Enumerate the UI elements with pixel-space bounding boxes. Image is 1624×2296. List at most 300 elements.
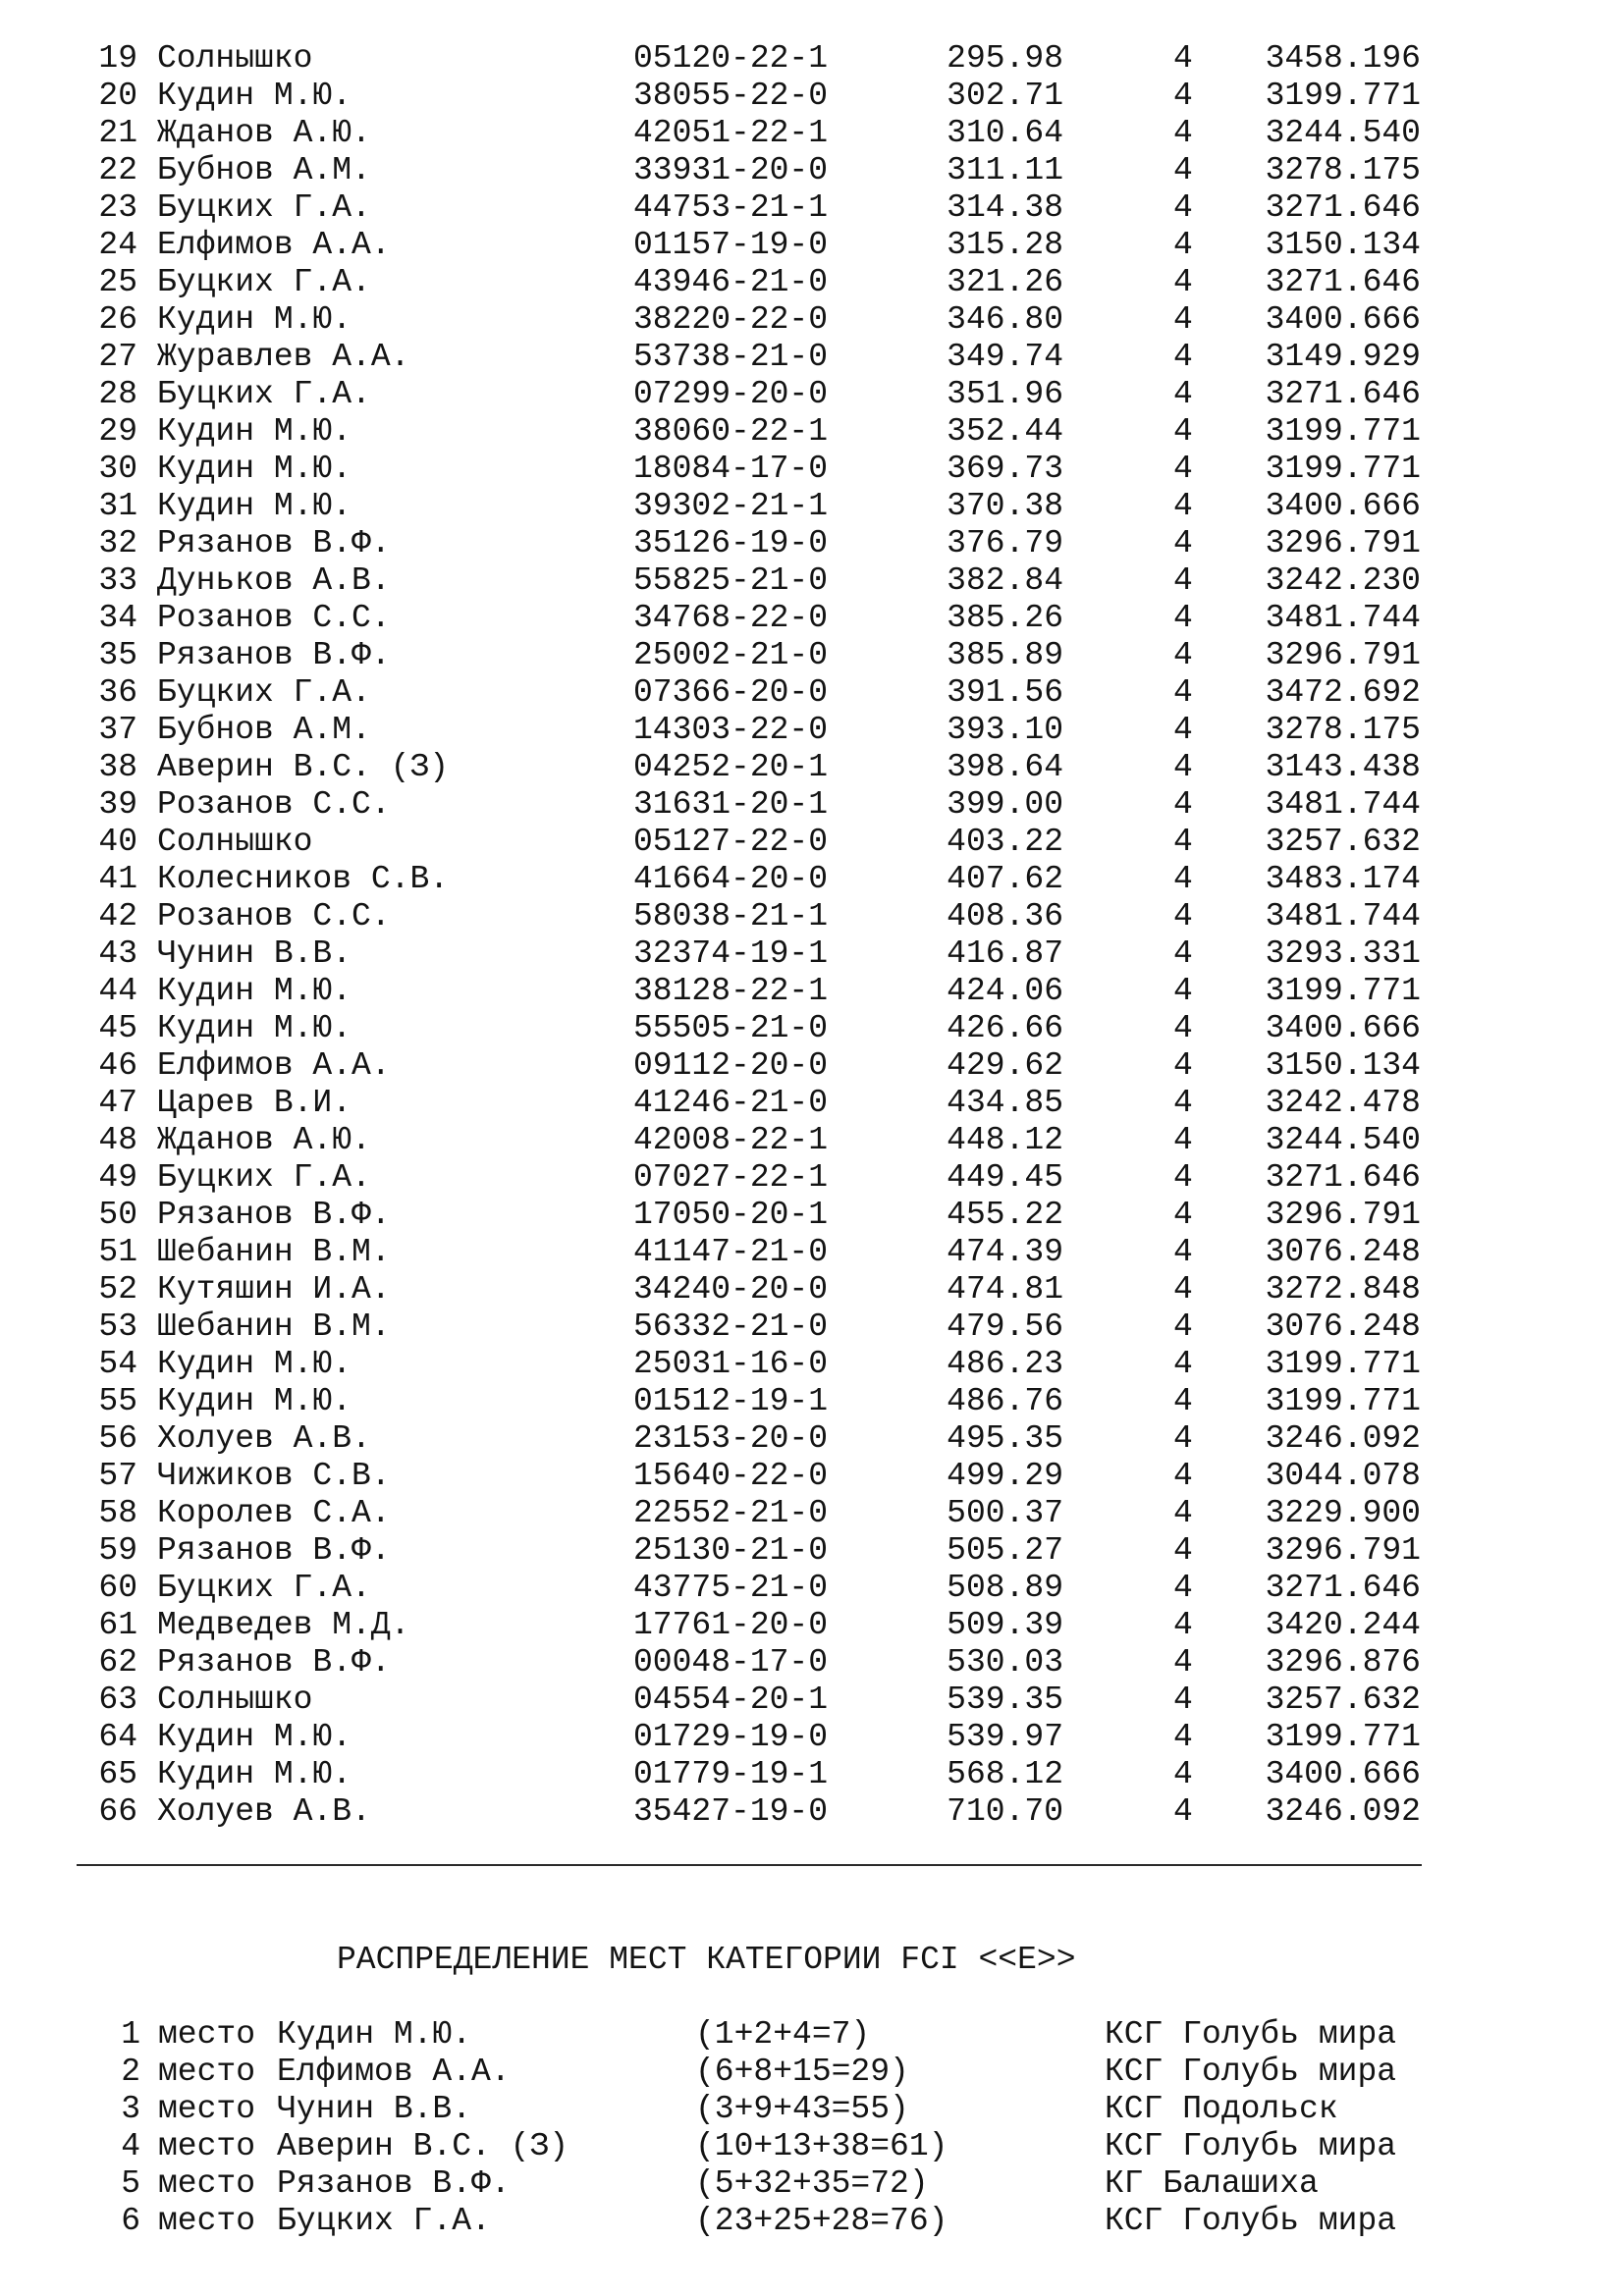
fancier-name: Журавлев А.А.: [157, 339, 410, 375]
fancier-name: Буцких Г.А.: [157, 1570, 371, 1606]
result-value: 499.29: [947, 1458, 1063, 1494]
total-value: 3244.540: [1265, 1122, 1421, 1158]
result-value: 505.27: [947, 1532, 1063, 1569]
placement-number: 2: [121, 2054, 140, 2090]
total-value: 3199.771: [1265, 78, 1421, 114]
result-value: 455.22: [947, 1197, 1063, 1233]
result-value: 302.71: [947, 78, 1063, 114]
fancier-name: Буцких Г.А.: [157, 189, 371, 226]
placement-formula: (5+32+35=72): [695, 2165, 929, 2202]
count-value: 4: [1173, 861, 1193, 897]
total-value: 3296.791: [1265, 1197, 1421, 1233]
total-value: 3296.791: [1265, 525, 1421, 561]
ring-number: 07366-20-0: [633, 674, 829, 711]
ring-number: 09112-20-0: [633, 1047, 829, 1084]
result-value: 429.62: [947, 1047, 1063, 1084]
table-row: [0, 525, 1624, 562]
total-value: 3149.929: [1265, 339, 1421, 375]
placement-number: 6: [121, 2203, 140, 2239]
horizontal-divider: [77, 1864, 1422, 1866]
placement-club: КСГ Подольск: [1105, 2091, 1338, 2127]
total-value: 3458.196: [1265, 40, 1421, 77]
table-row: [0, 1532, 1624, 1570]
place-number: 23: [98, 189, 137, 226]
count-value: 4: [1173, 1234, 1193, 1270]
total-value: 3044.078: [1265, 1458, 1421, 1494]
table-row: [0, 264, 1624, 301]
fancier-name: Холуев А.В.: [157, 1793, 371, 1830]
table-row: [0, 600, 1624, 637]
place-number: 59: [98, 1532, 137, 1569]
total-value: 3150.134: [1265, 1047, 1421, 1084]
list-item: [0, 2054, 1624, 2091]
result-value: 495.35: [947, 1420, 1063, 1457]
total-value: 3199.771: [1265, 1719, 1421, 1755]
count-value: 4: [1173, 78, 1193, 114]
count-value: 4: [1173, 824, 1193, 860]
ring-number: 42008-22-1: [633, 1122, 829, 1158]
result-value: 310.64: [947, 115, 1063, 151]
fancier-name: Холуев А.В.: [157, 1420, 371, 1457]
placements-list: [0, 2016, 1624, 2240]
total-value: 3199.771: [1265, 413, 1421, 450]
table-row: [0, 1644, 1624, 1682]
table-row: [0, 712, 1624, 749]
placement-formula: (23+25+28=76): [695, 2203, 948, 2239]
result-value: 295.98: [947, 40, 1063, 77]
results-table: [0, 40, 1624, 1831]
table-row: [0, 152, 1624, 189]
table-row: [0, 301, 1624, 339]
result-value: 382.84: [947, 562, 1063, 599]
ring-number: 56332-21-0: [633, 1308, 829, 1345]
table-row: [0, 1793, 1624, 1831]
total-value: 3246.092: [1265, 1420, 1421, 1457]
fancier-name: Буцких Г.А.: [157, 1159, 371, 1196]
total-value: 3481.744: [1265, 898, 1421, 934]
place-number: 41: [98, 861, 137, 897]
fancier-name: Солнышко: [157, 40, 313, 77]
fancier-name: Жданов А.Ю.: [157, 1122, 371, 1158]
count-value: 4: [1173, 1010, 1193, 1046]
result-value: 530.03: [947, 1644, 1063, 1681]
table-row: [0, 1122, 1624, 1159]
placement-label: место: [158, 2203, 256, 2239]
ring-number: 53738-21-0: [633, 339, 829, 375]
place-number: 54: [98, 1346, 137, 1382]
placement-club: КСГ Голубь мира: [1105, 2203, 1397, 2239]
place-number: 27: [98, 339, 137, 375]
total-value: 3246.092: [1265, 1793, 1421, 1830]
placement-number: 1: [121, 2016, 140, 2053]
place-number: 37: [98, 712, 137, 748]
ring-number: 01512-19-1: [633, 1383, 829, 1419]
result-value: 424.06: [947, 973, 1063, 1009]
place-number: 49: [98, 1159, 137, 1196]
place-number: 53: [98, 1308, 137, 1345]
total-value: 3296.791: [1265, 1532, 1421, 1569]
ring-number: 41147-21-0: [633, 1234, 829, 1270]
ring-number: 32374-19-1: [633, 935, 829, 972]
count-value: 4: [1173, 152, 1193, 188]
list-item: [0, 2203, 1624, 2240]
count-value: 4: [1173, 1570, 1193, 1606]
total-value: 3296.791: [1265, 637, 1421, 673]
count-value: 4: [1173, 227, 1193, 263]
table-row: [0, 451, 1624, 488]
fancier-name: Царев В.И.: [157, 1085, 352, 1121]
result-value: 315.28: [947, 227, 1063, 263]
ring-number: 01779-19-1: [633, 1756, 829, 1792]
count-value: 4: [1173, 786, 1193, 823]
place-number: 44: [98, 973, 137, 1009]
table-row: [0, 674, 1624, 712]
result-value: 407.62: [947, 861, 1063, 897]
table-row: [0, 227, 1624, 264]
place-number: 26: [98, 301, 137, 338]
place-number: 40: [98, 824, 137, 860]
table-row: [0, 1271, 1624, 1308]
fancier-name: Дуньков А.В.: [157, 562, 391, 599]
placement-fancier-name: Кудин М.Ю.: [277, 2016, 472, 2053]
fancier-name: Колесников С.В.: [157, 861, 450, 897]
count-value: 4: [1173, 40, 1193, 77]
place-number: 20: [98, 78, 137, 114]
table-row: [0, 1570, 1624, 1607]
result-value: 508.89: [947, 1570, 1063, 1606]
table-row: [0, 78, 1624, 115]
table-row: [0, 115, 1624, 152]
count-value: 4: [1173, 935, 1193, 972]
total-value: 3400.666: [1265, 1010, 1421, 1046]
fancier-name: Розанов С.С.: [157, 898, 391, 934]
total-value: 3296.876: [1265, 1644, 1421, 1681]
count-value: 4: [1173, 1607, 1193, 1643]
list-item: [0, 2016, 1624, 2054]
place-number: 61: [98, 1607, 137, 1643]
count-value: 4: [1173, 712, 1193, 748]
placement-number: 3: [121, 2091, 140, 2127]
place-number: 47: [98, 1085, 137, 1121]
fancier-name: Рязанов В.Ф.: [157, 1197, 391, 1233]
result-value: 403.22: [947, 824, 1063, 860]
table-row: [0, 861, 1624, 898]
fancier-name: Розанов С.С.: [157, 600, 391, 636]
fancier-name: Кудин М.Ю.: [157, 1346, 352, 1382]
count-value: 4: [1173, 973, 1193, 1009]
count-value: 4: [1173, 637, 1193, 673]
result-value: 399.00: [947, 786, 1063, 823]
place-number: 56: [98, 1420, 137, 1457]
fancier-name: Чунин В.В.: [157, 935, 352, 972]
total-value: 3483.174: [1265, 861, 1421, 897]
table-row: [0, 1719, 1624, 1756]
total-value: 3271.646: [1265, 376, 1421, 412]
result-value: 539.35: [947, 1682, 1063, 1718]
ring-number: 15640-22-0: [633, 1458, 829, 1494]
ring-number: 55505-21-0: [633, 1010, 829, 1046]
fancier-name: Буцких Г.А.: [157, 674, 371, 711]
fancier-name: Кудин М.Ю.: [157, 1383, 352, 1419]
distribution-title: РАСПРЕДЕЛЕНИЕ МЕСТ КАТЕГОРИИ FCI <<E>>: [337, 1942, 1076, 1978]
count-value: 4: [1173, 1420, 1193, 1457]
count-value: 4: [1173, 1682, 1193, 1718]
result-value: 500.37: [947, 1495, 1063, 1531]
place-number: 43: [98, 935, 137, 972]
fancier-name: Кудин М.Ю.: [157, 301, 352, 338]
count-value: 4: [1173, 1458, 1193, 1494]
place-number: 36: [98, 674, 137, 711]
result-value: 349.74: [947, 339, 1063, 375]
total-value: 3400.666: [1265, 1756, 1421, 1792]
place-number: 22: [98, 152, 137, 188]
ring-number: 31631-20-1: [633, 786, 829, 823]
placement-label: место: [158, 2091, 256, 2127]
result-value: 385.26: [947, 600, 1063, 636]
table-row: [0, 824, 1624, 861]
count-value: 4: [1173, 264, 1193, 300]
placement-label: место: [158, 2054, 256, 2090]
count-value: 4: [1173, 1383, 1193, 1419]
total-value: 3420.244: [1265, 1607, 1421, 1643]
count-value: 4: [1173, 301, 1193, 338]
ring-number: 38128-22-1: [633, 973, 829, 1009]
ring-number: 14303-22-0: [633, 712, 829, 748]
place-number: 60: [98, 1570, 137, 1606]
place-number: 48: [98, 1122, 137, 1158]
total-value: 3150.134: [1265, 227, 1421, 263]
place-number: 65: [98, 1756, 137, 1792]
place-number: 58: [98, 1495, 137, 1531]
total-value: 3199.771: [1265, 451, 1421, 487]
total-value: 3272.848: [1265, 1271, 1421, 1308]
place-number: 30: [98, 451, 137, 487]
ring-number: 38220-22-0: [633, 301, 829, 338]
table-row: [0, 339, 1624, 376]
result-value: 449.45: [947, 1159, 1063, 1196]
total-value: 3076.248: [1265, 1234, 1421, 1270]
place-number: 25: [98, 264, 137, 300]
result-value: 426.66: [947, 1010, 1063, 1046]
total-value: 3472.692: [1265, 674, 1421, 711]
fancier-name: Шебанин В.М.: [157, 1234, 391, 1270]
placement-formula: (6+8+15=29): [695, 2054, 909, 2090]
table-row: [0, 1607, 1624, 1644]
count-value: 4: [1173, 749, 1193, 785]
count-value: 4: [1173, 376, 1193, 412]
table-row: [0, 376, 1624, 413]
count-value: 4: [1173, 1346, 1193, 1382]
placement-number: 4: [121, 2128, 140, 2164]
place-number: 28: [98, 376, 137, 412]
total-value: 3199.771: [1265, 1346, 1421, 1382]
table-row: [0, 413, 1624, 451]
result-value: 448.12: [947, 1122, 1063, 1158]
ring-number: 17761-20-0: [633, 1607, 829, 1643]
table-row: [0, 1308, 1624, 1346]
result-value: 474.81: [947, 1271, 1063, 1308]
list-item: [0, 2165, 1624, 2203]
total-value: 3271.646: [1265, 1570, 1421, 1606]
place-number: 55: [98, 1383, 137, 1419]
ring-number: 42051-22-1: [633, 115, 829, 151]
fancier-name: Кудин М.Ю.: [157, 78, 352, 114]
ring-number: 39302-21-1: [633, 488, 829, 524]
ring-number: 23153-20-0: [633, 1420, 829, 1457]
ring-number: 25130-21-0: [633, 1532, 829, 1569]
ring-number: 34240-20-0: [633, 1271, 829, 1308]
count-value: 4: [1173, 562, 1193, 599]
ring-number: 41664-20-0: [633, 861, 829, 897]
count-value: 4: [1173, 451, 1193, 487]
total-value: 3400.666: [1265, 301, 1421, 338]
fancier-name: Рязанов В.Ф.: [157, 637, 391, 673]
fancier-name: Рязанов В.Ф.: [157, 525, 391, 561]
total-value: 3271.646: [1265, 264, 1421, 300]
place-number: 46: [98, 1047, 137, 1084]
result-value: 311.11: [947, 152, 1063, 188]
result-value: 398.64: [947, 749, 1063, 785]
table-row: [0, 1495, 1624, 1532]
placement-club: КГ Балашиха: [1105, 2165, 1319, 2202]
total-value: 3242.230: [1265, 562, 1421, 599]
result-value: 321.26: [947, 264, 1063, 300]
total-value: 3257.632: [1265, 1682, 1421, 1718]
fancier-name: Кутяшин И.А.: [157, 1271, 391, 1308]
count-value: 4: [1173, 189, 1193, 226]
place-number: 33: [98, 562, 137, 599]
fancier-name: Бубнов А.М.: [157, 712, 371, 748]
total-value: 3199.771: [1265, 973, 1421, 1009]
count-value: 4: [1173, 1085, 1193, 1121]
table-row: [0, 1346, 1624, 1383]
ring-number: 22552-21-0: [633, 1495, 829, 1531]
ring-number: 17050-20-1: [633, 1197, 829, 1233]
count-value: 4: [1173, 339, 1193, 375]
count-value: 4: [1173, 413, 1193, 450]
fancier-name: Буцких Г.А.: [157, 376, 371, 412]
place-number: 31: [98, 488, 137, 524]
count-value: 4: [1173, 1719, 1193, 1755]
result-value: 509.39: [947, 1607, 1063, 1643]
fancier-name: Кудин М.Ю.: [157, 488, 352, 524]
ring-number: 00048-17-0: [633, 1644, 829, 1681]
count-value: 4: [1173, 1197, 1193, 1233]
place-number: 21: [98, 115, 137, 151]
fancier-name: Медведев М.Д.: [157, 1607, 410, 1643]
table-row: [0, 562, 1624, 600]
fancier-name: Елфимов А.А.: [157, 227, 391, 263]
ring-number: 43775-21-0: [633, 1570, 829, 1606]
ring-number: 25002-21-0: [633, 637, 829, 673]
ring-number: 55825-21-0: [633, 562, 829, 599]
result-value: 416.87: [947, 935, 1063, 972]
placement-fancier-name: Елфимов А.А.: [277, 2054, 511, 2090]
result-value: 352.44: [947, 413, 1063, 450]
table-row: [0, 786, 1624, 824]
fancier-name: Солнышко: [157, 1682, 313, 1718]
total-value: 3278.175: [1265, 712, 1421, 748]
table-row: [0, 1234, 1624, 1271]
placement-formula: (3+9+43=55): [695, 2091, 909, 2127]
total-value: 3271.646: [1265, 189, 1421, 226]
total-value: 3244.540: [1265, 115, 1421, 151]
count-value: 4: [1173, 674, 1193, 711]
result-value: 391.56: [947, 674, 1063, 711]
total-value: 3271.646: [1265, 1159, 1421, 1196]
count-value: 4: [1173, 1308, 1193, 1345]
total-value: 3199.771: [1265, 1383, 1421, 1419]
place-number: 19: [98, 40, 137, 77]
place-number: 38: [98, 749, 137, 785]
ring-number: 01729-19-0: [633, 1719, 829, 1755]
placement-club: КСГ Голубь мира: [1105, 2016, 1397, 2053]
count-value: 4: [1173, 1495, 1193, 1531]
placement-label: место: [158, 2016, 256, 2053]
ring-number: 43946-21-0: [633, 264, 829, 300]
fancier-name: Кудин М.Ю.: [157, 413, 352, 450]
place-number: 52: [98, 1271, 137, 1308]
list-item: [0, 2128, 1624, 2165]
place-number: 66: [98, 1793, 137, 1830]
table-row: [0, 1159, 1624, 1197]
table-row: [0, 1458, 1624, 1495]
count-value: 4: [1173, 1532, 1193, 1569]
ring-number: 35427-19-0: [633, 1793, 829, 1830]
count-value: 4: [1173, 898, 1193, 934]
count-value: 4: [1173, 1271, 1193, 1308]
fancier-name: Розанов С.С.: [157, 786, 391, 823]
total-value: 3293.331: [1265, 935, 1421, 972]
ring-number: 07027-22-1: [633, 1159, 829, 1196]
table-row: [0, 637, 1624, 674]
fancier-name: Кудин М.Ю.: [157, 1756, 352, 1792]
result-value: 314.38: [947, 189, 1063, 226]
result-value: 486.76: [947, 1383, 1063, 1419]
ring-number: 05120-22-1: [633, 40, 829, 77]
table-row: [0, 935, 1624, 973]
count-value: 4: [1173, 488, 1193, 524]
result-value: 351.96: [947, 376, 1063, 412]
table-row: [0, 40, 1624, 78]
result-value: 474.39: [947, 1234, 1063, 1270]
result-value: 370.38: [947, 488, 1063, 524]
place-number: 63: [98, 1682, 137, 1718]
result-value: 568.12: [947, 1756, 1063, 1792]
placement-fancier-name: Аверин В.С. (З): [277, 2128, 569, 2164]
total-value: 3400.666: [1265, 488, 1421, 524]
ring-number: 04252-20-1: [633, 749, 829, 785]
fancier-name: Кудин М.Ю.: [157, 1719, 352, 1755]
placement-label: место: [158, 2165, 256, 2202]
result-value: 408.36: [947, 898, 1063, 934]
table-row: [0, 1197, 1624, 1234]
ring-number: 18084-17-0: [633, 451, 829, 487]
table-row: [0, 1085, 1624, 1122]
fancier-name: Чижиков С.В.: [157, 1458, 391, 1494]
count-value: 4: [1173, 525, 1193, 561]
place-number: 34: [98, 600, 137, 636]
fancier-name: Солнышко: [157, 824, 313, 860]
total-value: 3229.900: [1265, 1495, 1421, 1531]
place-number: 24: [98, 227, 137, 263]
table-row: [0, 1383, 1624, 1420]
result-value: 376.79: [947, 525, 1063, 561]
ring-number: 38060-22-1: [633, 413, 829, 450]
table-row: [0, 898, 1624, 935]
placement-fancier-name: Чунин В.В.: [277, 2091, 472, 2127]
count-value: 4: [1173, 600, 1193, 636]
